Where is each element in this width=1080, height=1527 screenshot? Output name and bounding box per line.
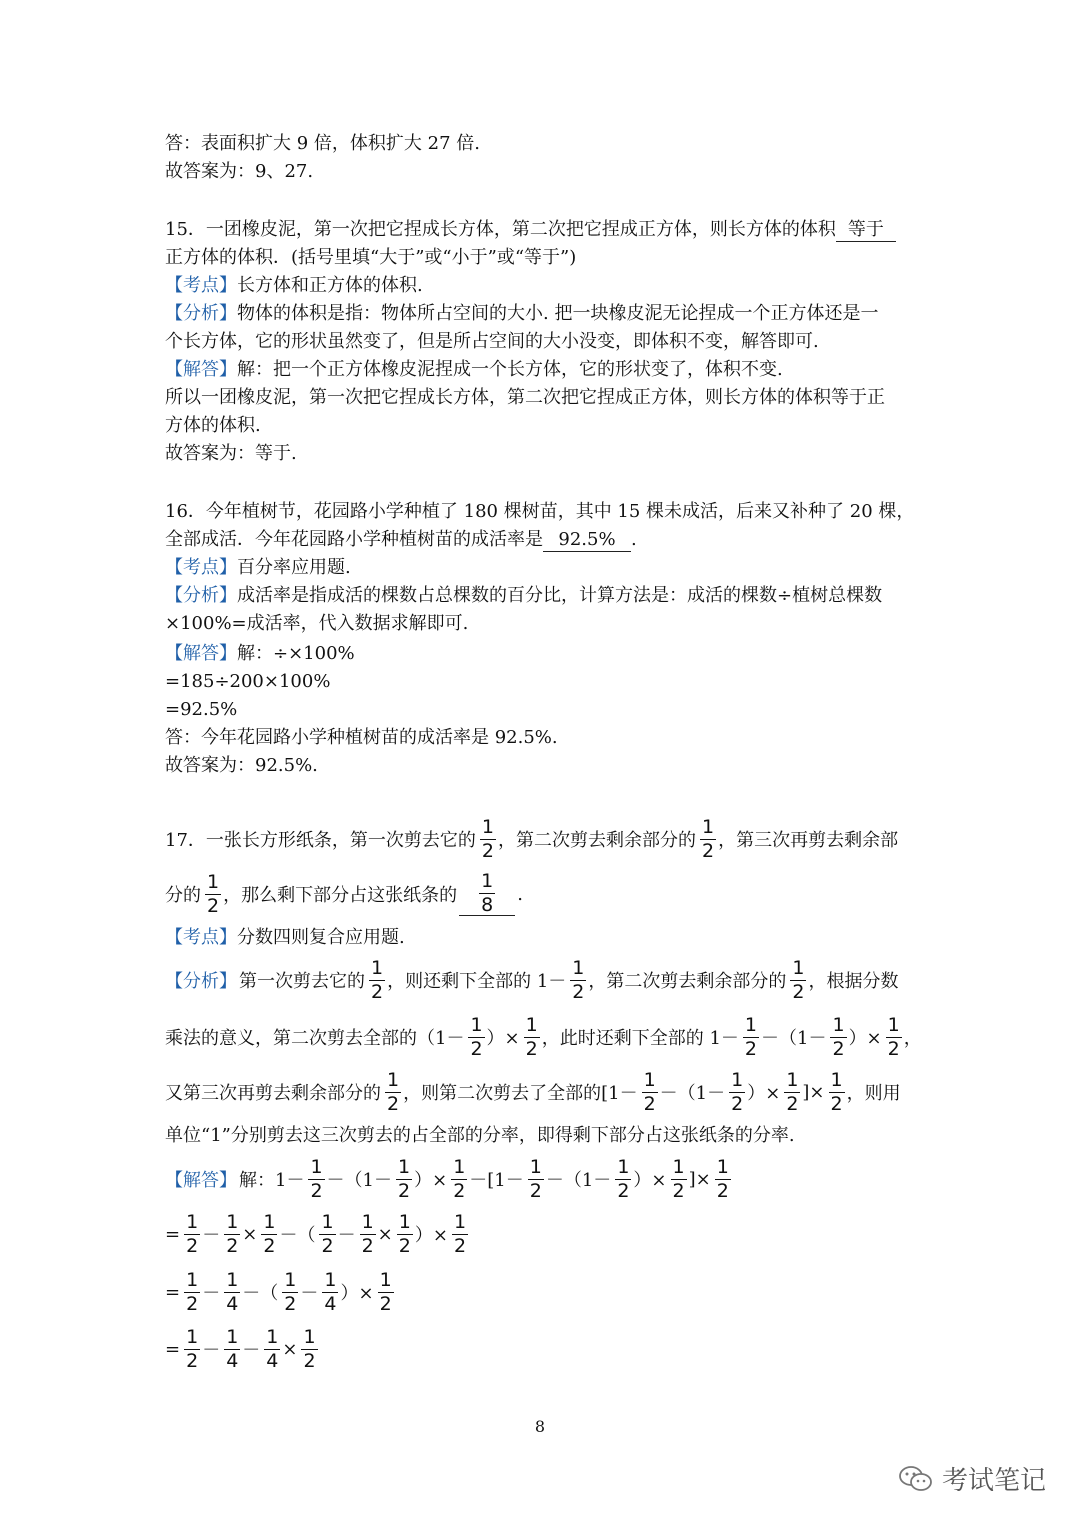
q16-text: 全部成活．今年花园路小学种植树苗的成活率是 — [165, 529, 543, 550]
math-operator: －（ — [242, 1283, 279, 1304]
fraction-half: $\frac{1}{2}$ — [470, 1013, 483, 1060]
math-operator: － — [337, 1225, 356, 1246]
jieda-text: 解：把一个正方体橡皮泥捏成一个长方体，它的形状变了，体积不变. — [237, 359, 783, 380]
math-operator: ）× — [414, 1170, 448, 1191]
fenxi-text: ）× — [747, 1083, 781, 1104]
q17-text: ，第三次再剪去剩余部 — [718, 830, 899, 851]
q15-line1 — [165, 218, 896, 242]
q15-answer: 等于 — [836, 219, 896, 242]
q17-step2 — [165, 1264, 396, 1320]
fraction-quarter: $\frac{1}{4}$ — [226, 1325, 239, 1372]
math-operator: － — [242, 1340, 261, 1361]
fenxi-tag: 【分析】 — [165, 585, 237, 606]
fraction-quarter: $\frac{1}{4}$ — [266, 1325, 279, 1372]
q17-jieda — [165, 1151, 733, 1207]
math-operator: = — [165, 1281, 181, 1303]
q16-answer-line: 答：今年花园路小学种植树苗的成活率是 92.5%. — [165, 727, 558, 748]
fraction-half: $\frac{1}{2}$ — [186, 1268, 199, 1315]
jieda-text: 解：1－ — [239, 1170, 305, 1191]
q16-step1: =185÷200×100% — [165, 671, 331, 692]
fraction-half: $\frac{1}{2}$ — [453, 1155, 466, 1202]
fenxi-text: －（1－ — [659, 1083, 726, 1104]
math-operator: ]× — [688, 1168, 711, 1190]
math-operator: － — [300, 1283, 319, 1304]
q17-kaodian — [165, 926, 405, 950]
answer-line: 答：表面积扩大 9 倍，体积扩大 27 倍. — [165, 133, 480, 154]
kaodian-text: 分数四则复合应用题. — [237, 927, 405, 948]
kaodian-tag: 【考点】 — [165, 275, 237, 296]
fraction-quarter: $\frac{1}{4}$ — [324, 1268, 337, 1315]
fraction-half: $\frac{1}{2}$ — [832, 1013, 845, 1060]
q17-fenxi-3 — [165, 1064, 903, 1120]
math-operator: －[1－ — [469, 1170, 524, 1191]
q17-step1 — [165, 1206, 470, 1262]
math-operator: × — [242, 1223, 258, 1245]
fraction-half: $\frac{1}{2}$ — [207, 870, 220, 917]
jieda-tag: 【解答】 — [165, 359, 237, 380]
q17-text: ，那么剩下部分占这张纸条的 — [223, 885, 458, 906]
fenxi-text: ]× — [802, 1081, 825, 1103]
fenxi-text: ， — [903, 1028, 922, 1049]
math-operator: －（1－ — [545, 1170, 612, 1191]
math-operator: = — [165, 1338, 181, 1360]
fenxi-tag: 【分析】 — [165, 971, 237, 992]
math-operator: ）× — [414, 1225, 448, 1246]
q15-jieda — [165, 358, 783, 382]
q16-answer: 92.5% — [543, 529, 631, 552]
fenxi-text: 乘法的意义，第二次剪去全部的（1－ — [165, 1028, 465, 1049]
q17-fenxi-4: 单位“1”分别剪去这三次剪去的占全部的分率，即得剩下部分占这张纸条的分率. — [165, 1125, 795, 1146]
q17-period: . — [517, 883, 523, 905]
q17-line2 — [165, 866, 525, 922]
q17-text: 17．一张长方形纸条，第一次剪去它的 — [165, 830, 476, 851]
q15-line2: 正方体的体积．(括号里填“大于”或“小于”或“等于”) — [165, 247, 577, 268]
fraction-half: $\frac{1}{2}$ — [643, 1068, 656, 1115]
fenxi-text: ，此时还剩下全部的 1－ — [541, 1028, 739, 1049]
fenxi-tag: 【分析】 — [165, 303, 237, 324]
q16-kaodian — [165, 556, 351, 580]
fraction-half: $\frac{1}{2}$ — [387, 1068, 400, 1115]
math-operator: － — [202, 1283, 221, 1304]
fraction-half: $\frac{1}{2}$ — [398, 1155, 411, 1202]
q16-fenxi-2: ×100%=成活率，代入数据求解即可. — [165, 613, 469, 634]
q16-fenxi — [165, 584, 882, 608]
fraction-half: $\frac{1}{2}$ — [321, 1210, 334, 1257]
fraction-half: $\frac{1}{2}$ — [263, 1210, 276, 1257]
fraction-half: $\frac{1}{2}$ — [371, 956, 384, 1003]
q17-line1 — [165, 811, 900, 867]
jieda-tag: 【解答】 — [165, 1170, 237, 1191]
fraction-half: $\frac{1}{2}$ — [572, 956, 585, 1003]
fraction-half: $\frac{1}{2}$ — [744, 1013, 758, 1060]
q15-fenxi — [165, 302, 878, 326]
fraction-quarter: $\frac{1}{4}$ — [226, 1268, 239, 1315]
math-operator: －（ — [279, 1225, 316, 1246]
q16-step2: =92.5% — [165, 699, 238, 720]
kaodian-text: 百分率应用题. — [237, 557, 351, 578]
fraction-half: $\frac{1}{2}$ — [887, 1013, 900, 1060]
watermark-text: 考试笔记 — [941, 1466, 1046, 1496]
watermark — [898, 1460, 1046, 1497]
q17-text: ，第二次剪去剩余部分的 — [498, 830, 696, 851]
fraction-half: $\frac{1}{2}$ — [361, 1210, 374, 1257]
fraction-half: $\frac{1}{2}$ — [617, 1155, 630, 1202]
fenxi-text: ，根据分数 — [808, 971, 899, 992]
fenxi-text: 成活率是指成活的棵数占总棵数的百分比，计算方法是：成活的棵数÷植树总棵数 — [237, 585, 883, 606]
q16-line2 — [165, 528, 637, 552]
fraction-half: $\frac{1}{2}$ — [379, 1268, 392, 1315]
fenxi-text: ，则第二次剪去了全部的[1－ — [403, 1083, 638, 1104]
fenxi-text: 第一次剪去它的 — [239, 971, 365, 992]
fenxi-text: ，第二次剪去剩余部分的 — [588, 971, 787, 992]
fraction-half: $\frac{1}{2}$ — [716, 1155, 729, 1202]
jieda-text: 解：÷×100% — [237, 643, 355, 664]
fraction-half: $\frac{1}{2}$ — [786, 1068, 799, 1115]
math-operator: = — [165, 1223, 181, 1245]
q16-period: . — [631, 529, 637, 550]
q15-solution-1: 所以一团橡皮泥，第一次把它捏成长方体，第二次把它捏成正方体，则长方体的体积等于正 — [165, 387, 885, 408]
fraction-half: $\frac{1}{2}$ — [481, 815, 494, 862]
q16-line1: 16．今年植树节，花园路小学种植了 180 棵树苗，其中 15 棵未成活，后来又补种了 20 棵， — [165, 501, 915, 522]
fraction-half: $\frac{1}{2}$ — [830, 1068, 843, 1115]
fraction-half: $\frac{1}{2}$ — [702, 815, 715, 862]
fraction-half: $\frac{1}{2}$ — [310, 1155, 323, 1202]
q17-step3 — [165, 1321, 320, 1377]
fraction-half: $\frac{1}{2}$ — [186, 1210, 199, 1257]
fenxi-text: －（1－ — [761, 1028, 827, 1049]
fenxi-text: ，则还剩下全部的 1－ — [387, 971, 567, 992]
kaodian-tag: 【考点】 — [165, 927, 237, 948]
fraction-half: $\frac{1}{2}$ — [453, 1210, 467, 1257]
q17-fenxi-2 — [165, 1009, 924, 1065]
fraction-eighth: $\frac{1}{8}$ — [481, 870, 494, 916]
kaodian-text: 长方体和正方体的体积. — [237, 275, 423, 296]
fraction-half: $\frac{1}{2}$ — [303, 1325, 316, 1372]
fraction-half: $\frac{1}{2}$ — [284, 1268, 297, 1315]
math-operator: － — [202, 1340, 221, 1361]
fenxi-text: 又第三次再剪去剩余部分的 — [165, 1083, 381, 1104]
final-answer: 故答案为：9、27. — [165, 161, 314, 182]
q15-fenxi-2: 个长方体，它的形状虽然变了，但是所占空间的大小没变，即体积不变，解答即可. — [165, 331, 819, 352]
fraction-half: $\frac{1}{2}$ — [226, 1210, 239, 1257]
fraction-half: $\frac{1}{2}$ — [525, 1013, 538, 1060]
fraction-half: $\frac{1}{2}$ — [731, 1068, 744, 1115]
kaodian-tag: 【考点】 — [165, 557, 237, 578]
fenxi-text: ，则用 — [846, 1083, 901, 1104]
math-operator: － — [202, 1225, 221, 1246]
math-operator: ）× — [633, 1170, 667, 1191]
q17-fenxi-1 — [165, 952, 900, 1008]
jieda-tag: 【解答】 — [165, 643, 237, 664]
fraction-half: $\frac{1}{2}$ — [398, 1210, 411, 1257]
wechat-icon — [898, 1464, 934, 1494]
q17-text: 分的 — [165, 885, 201, 906]
q15-final: 故答案为：等于. — [165, 443, 297, 464]
fraction-half: $\frac{1}{2}$ — [792, 956, 805, 1003]
fenxi-text: ）× — [848, 1028, 882, 1049]
q17-answer — [459, 872, 515, 916]
math-operator: × — [377, 1223, 393, 1245]
fraction-half: $\frac{1}{2}$ — [529, 1155, 542, 1202]
fraction-half: $\frac{1}{2}$ — [186, 1325, 199, 1372]
q16-jieda — [165, 642, 355, 666]
fenxi-text: ）× — [486, 1028, 520, 1049]
q16-final: 故答案为：92.5%. — [165, 755, 318, 776]
fenxi-text: 物体的体积是指：物体所占空间的大小. 把一块橡皮泥无论捏成一个正方体还是一 — [237, 303, 879, 324]
math-operator: －（1－ — [326, 1170, 392, 1191]
q15-kaodian — [165, 274, 423, 298]
q15-solution-2: 方体的体积. — [165, 415, 261, 436]
fraction-half: $\frac{1}{2}$ — [672, 1155, 685, 1202]
page-number: 8 — [534, 1417, 546, 1436]
math-operator: × — [282, 1338, 298, 1360]
math-operator: ）× — [340, 1283, 374, 1304]
q15-text: 15．一团橡皮泥，第一次把它捏成长方体，第二次把它捏成正方体，则长方体的体积 — [165, 219, 836, 240]
